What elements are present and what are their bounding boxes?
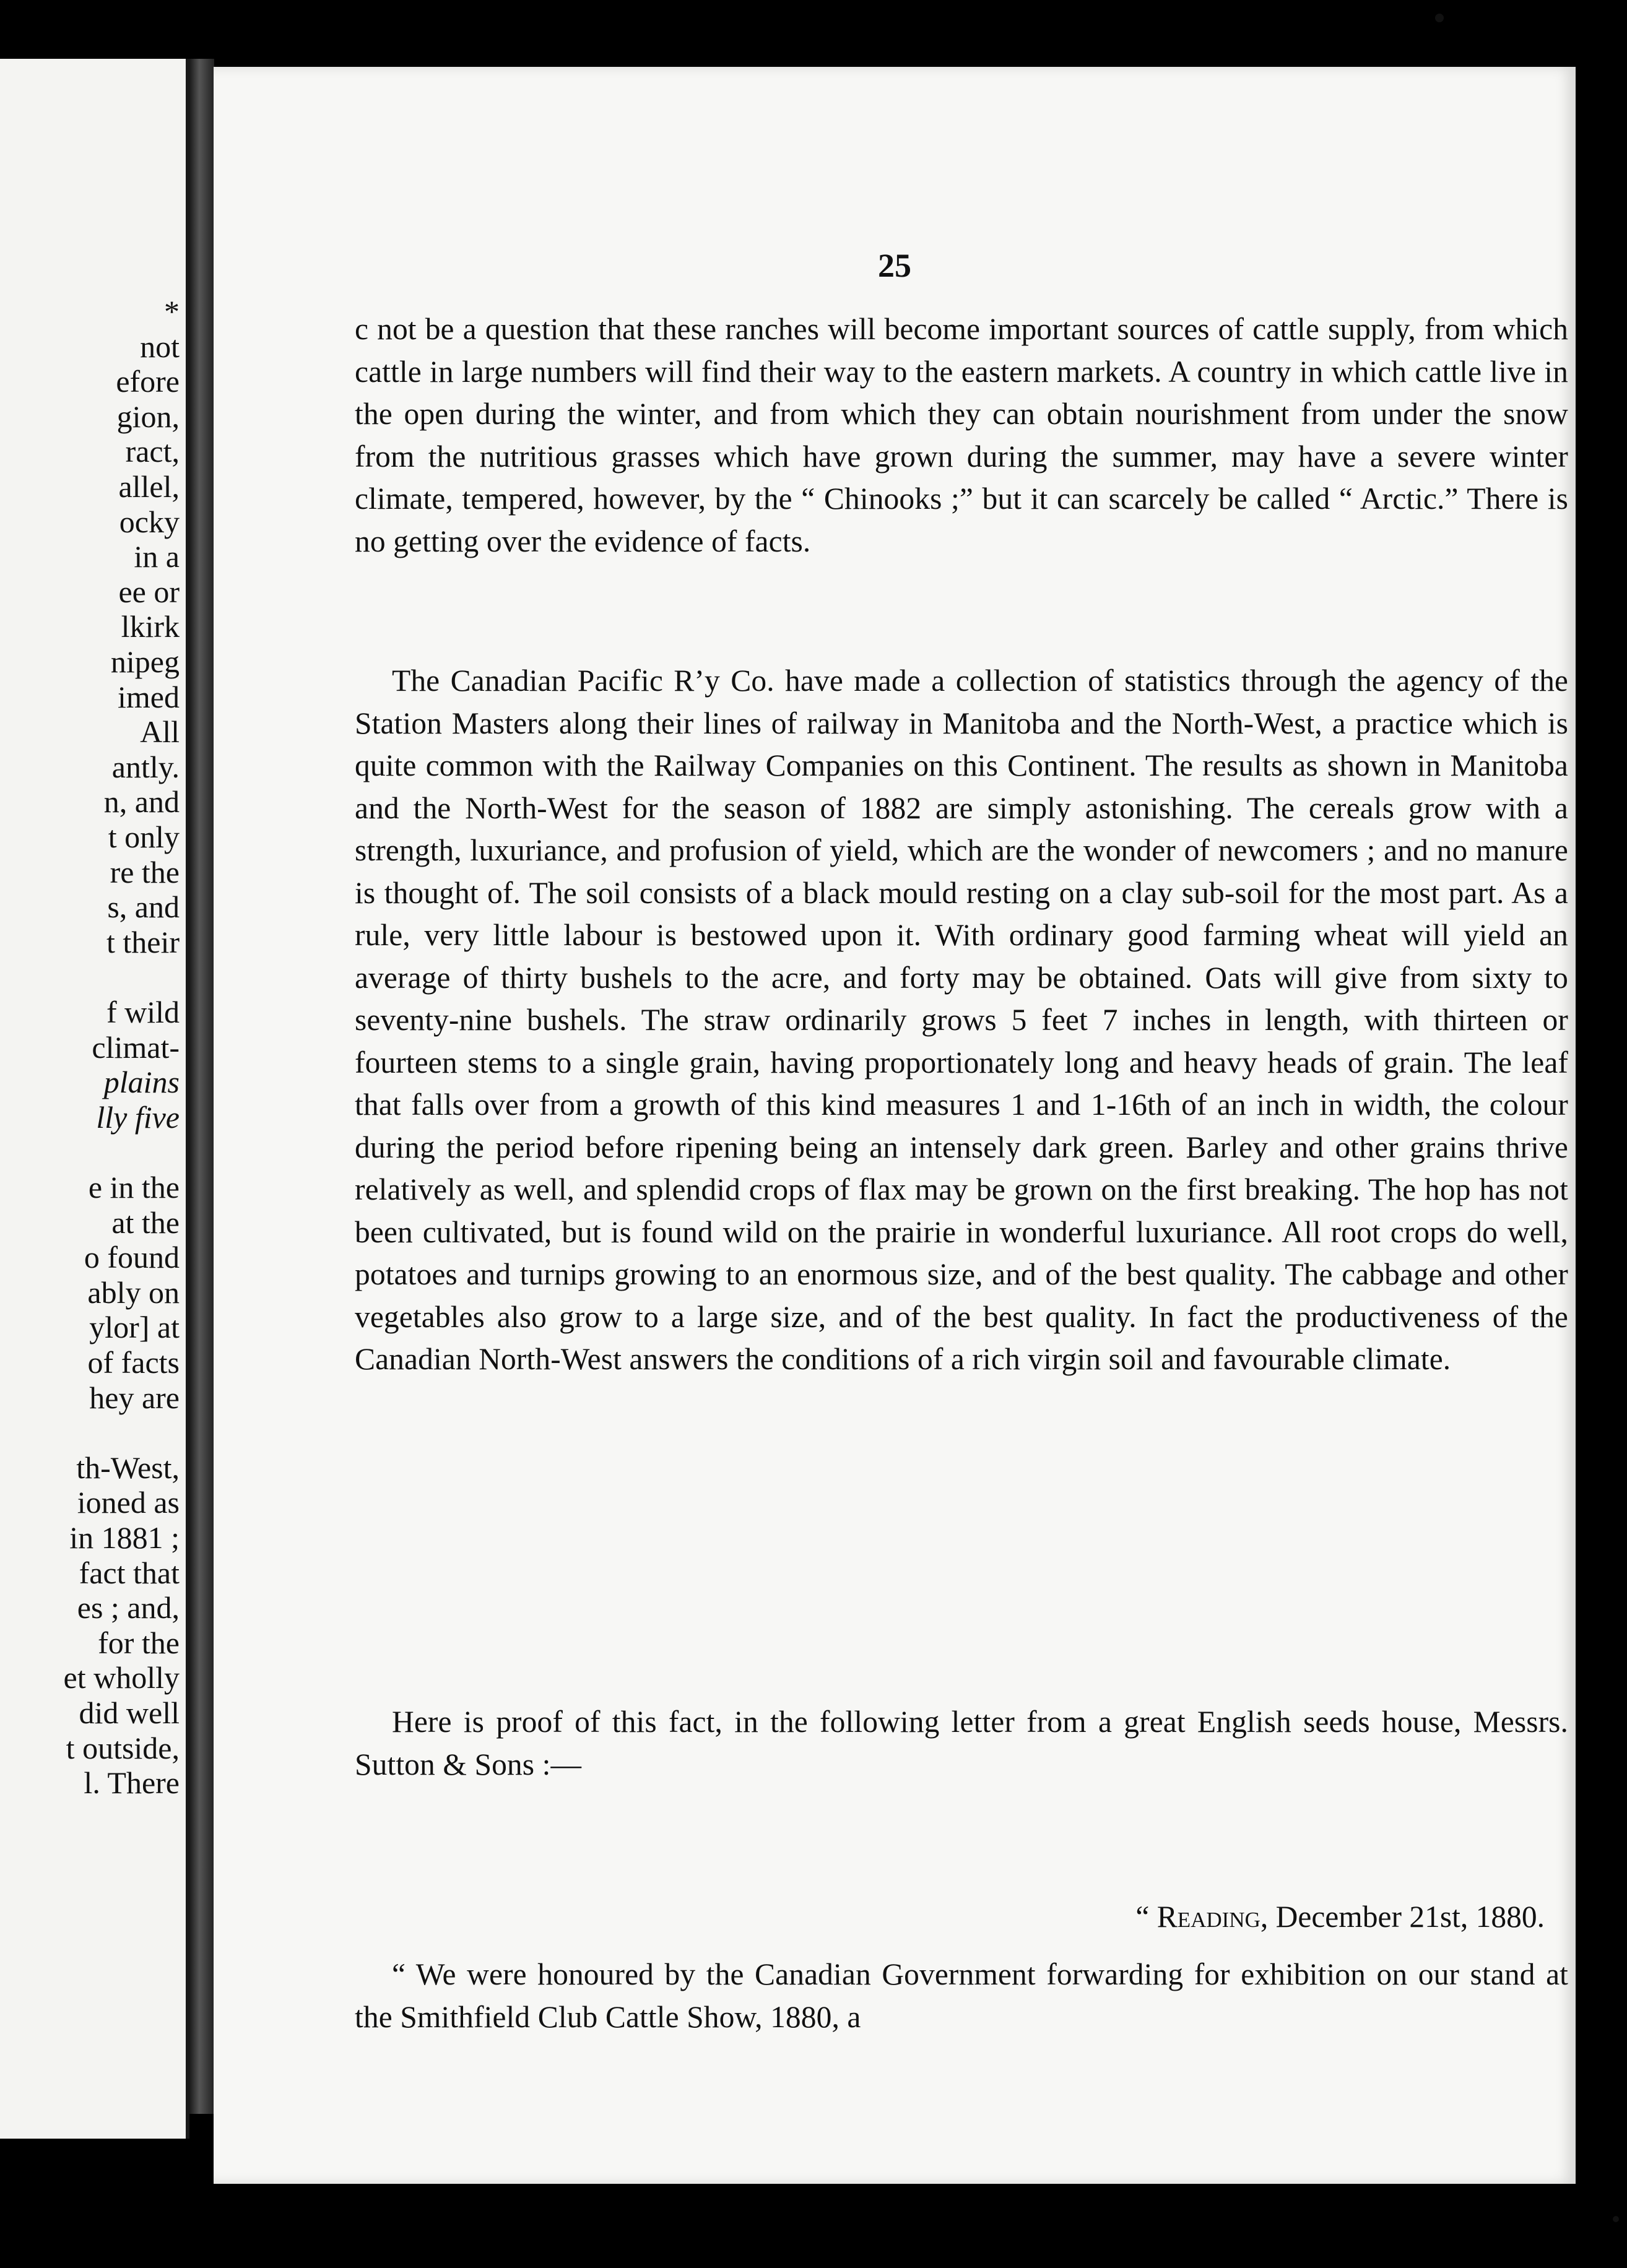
paragraph-1	[355, 308, 1568, 563]
paragraph-2-text: The Canadian Pacific R’y Co. have made a collection of statistics through the agency of the Station Masters along their lines of railway in Manitoba and the North-West, a practice which is quite common with the Railway Companies on this Continent. The results as shown in Manitoba and the North-West for the season of 1882 are simply astonishing. The cereals grow with a strength, luxuriance, and profusion of yield, which are the wonder of newcomers ; and no manure is thought of. The soil consists of a black mould resting on a clay sub-soil for the most part. As a rule, very little labour is bestowed upon it. With ordinary good farming wheat will yield an average of thirty bushels to the acre, and forty may be obtained. Oats will give from sixty to seventy-nine bushels. The straw ordinarily grows 5 feet 7 inches in length, with thirteen or fourteen stems to a single grain, having proportionately long and heavy heads of grain. The leaf that falls over from a growth of this kind measures 1 and 1-16th of an inch in width, the colour during the period before ripening being an intensely dark green. Barley and other grains thrive relatively as well, and splendid crops of flax may be grown on the first breaking. The hop has not been cultivated, but is found wild on the prairie in wonderful luxuriance. All root crops do well, potatoes and turnips growing to an enormous size, and of the best quality. The cabbage and other vegetables also grow to a large size, and of the best quality. In fact the productiveness of the Canadian North-West answers the conditions of a rich virgin soil and favourable climate.	[355, 664, 1568, 1376]
left-page-line: antly.	[111, 749, 180, 784]
left-page-line: nipeg	[110, 644, 180, 679]
left-page-line: f wild	[106, 995, 180, 1029]
left-page-line: n, and	[103, 784, 180, 820]
left-page-line: at the	[111, 1205, 180, 1240]
left-page-line: t their	[106, 924, 180, 959]
left-page-line: fact that	[79, 1555, 180, 1590]
left-page-line: gion,	[116, 399, 180, 434]
paragraph-4	[355, 1954, 1568, 2038]
letter-dateline	[355, 1896, 1545, 1939]
left-page-line: ioned as	[77, 1485, 180, 1520]
left-page-line: for the	[98, 1625, 180, 1660]
left-page-line: efore	[116, 364, 180, 399]
dateline-place: “ Reading,	[1135, 1900, 1269, 1934]
left-page-line: re the	[110, 854, 180, 889]
left-page-line: ably on	[87, 1275, 180, 1310]
left-page-line: plains	[103, 1065, 180, 1100]
left-page-line: e in the	[88, 1170, 180, 1205]
left-page-line: climat-	[92, 1029, 180, 1065]
left-page-line: ylor] at	[89, 1310, 180, 1345]
left-page	[0, 59, 189, 2139]
left-page-line: ract,	[125, 434, 180, 469]
left-page-line: *	[164, 294, 180, 329]
left-page-line: All	[140, 714, 180, 750]
left-page-line: imed	[118, 679, 180, 714]
paragraph-2	[355, 660, 1568, 1381]
left-page-line: o found	[84, 1240, 180, 1275]
left-page-line: th-West,	[76, 1450, 180, 1485]
left-page-line: in 1881 ;	[69, 1520, 180, 1555]
left-page-line: t outside,	[66, 1730, 180, 1765]
paragraph-3	[355, 1701, 1568, 1786]
paragraph-1-text: c not be a question that these ranches will become important sources of cattle supply, from which cattle in large numbers will find their way to the eastern markets. A country in which cattle live in the open during the winter, and from which they can obtain nourishment from under the snow from the nutritious grasses which have grown during the summer, may have a severe winter climate, tempered, however, by the “ Chinooks ;” but it can scarcely be called “ Arctic.” There is no getting over the evidence of facts.	[355, 312, 1568, 558]
book-gutter	[189, 59, 214, 2114]
left-page-line: et wholly	[63, 1660, 180, 1695]
scan-speck	[1435, 14, 1444, 22]
left-page-line: of facts	[87, 1345, 180, 1380]
main-page	[214, 67, 1576, 2184]
left-page-line: lkirk	[121, 609, 180, 644]
paragraph-3-text: Here is proof of this fact, in the following letter from a great English seeds house, Messrs. Sutton & Sons :—	[355, 1705, 1568, 1781]
left-page-line: es ; and,	[77, 1590, 180, 1625]
left-page-line: not	[140, 329, 180, 364]
left-page-line: in a	[134, 539, 180, 574]
paragraph-4-text: “ We were honoured by the Canadian Government forwarding for exhibition on our stand at the Smithfield Club Cattle Show, 1880, a	[355, 1957, 1568, 2034]
page-number: 25	[878, 247, 911, 284]
dateline-date: December 21st, 1880.	[1275, 1900, 1545, 1934]
left-page-line: l. There	[84, 1765, 180, 1801]
left-page-line: ee or	[118, 574, 180, 609]
left-page-line: allel,	[118, 469, 180, 504]
left-page-line: did well	[79, 1695, 180, 1730]
scan-speck	[1613, 2216, 1619, 2222]
left-page-line: s, and	[107, 889, 180, 925]
left-page-line: hey are	[89, 1380, 180, 1415]
left-page-line: ocky	[119, 504, 180, 539]
left-page-line: t only	[108, 820, 180, 854]
left-page-line: lly five	[96, 1099, 180, 1135]
